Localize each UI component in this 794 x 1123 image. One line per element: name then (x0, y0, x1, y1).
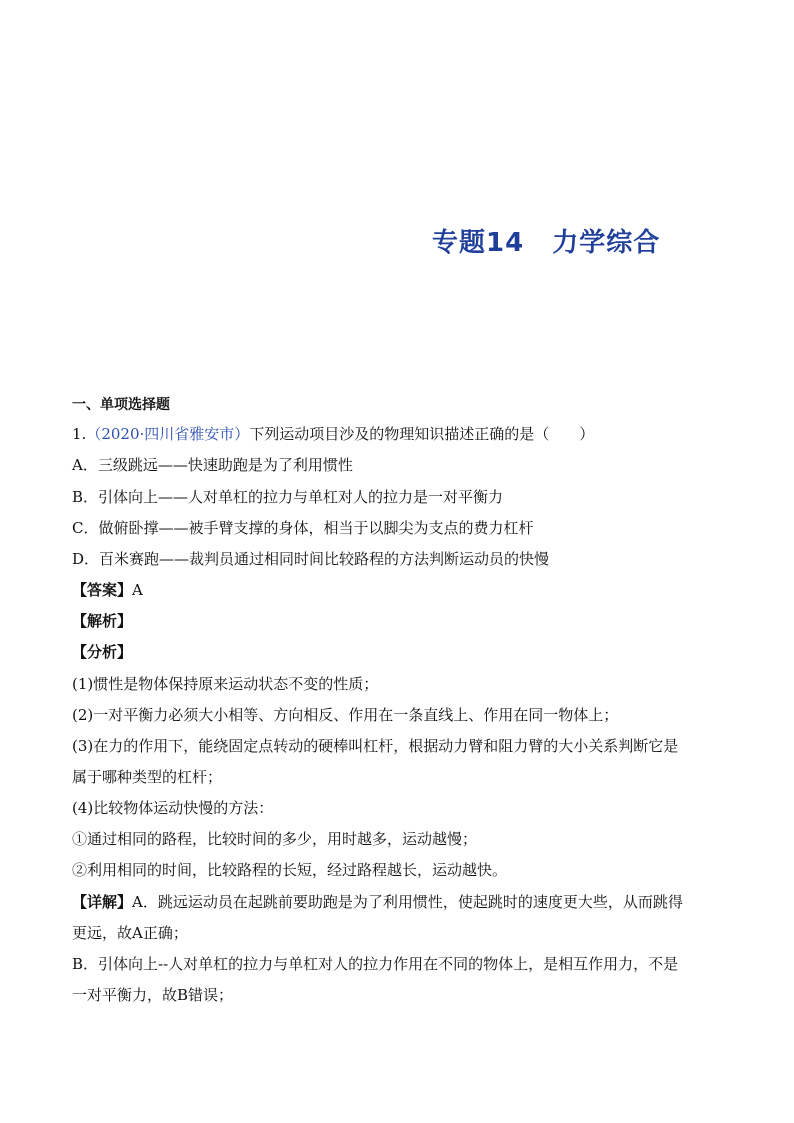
answer-label: 【答案】 (72, 581, 133, 599)
analysis-point: 属于哪种类型的杠杆； (72, 768, 223, 786)
question-stem: 下列运动项目沙及的物理知识描述正确的是（ ） (249, 425, 595, 443)
analysis-point: (1)惯性是物体保持原来运动状态不变的性质； (72, 675, 379, 693)
option-b: B．引体向上——人对单杠的拉力与单杠对人的拉力是一对平衡力 (72, 488, 504, 506)
answer-value: A (132, 581, 143, 599)
fenxi-label: 【分析】 (72, 643, 133, 661)
document-title (432, 222, 660, 259)
analysis-point: ②利用相同的时间，比较路程的长短，经过路程越长，运动越快。 (72, 861, 508, 879)
question-number: 1. (72, 425, 87, 443)
option-c: C．做俯卧撑——被手臂支撑的身体，相当于以脚尖为支点的费力杠杆 (72, 519, 534, 537)
detail-line: 更远，故A正确； (72, 924, 188, 942)
detail-line: B．引体向上--人对单杠的拉力与单杠对人的拉力作用在不同的物体上，是相互作用力，不是 (72, 955, 679, 973)
analysis-point: (2)一对平衡力必须大小相等、方向相反、作用在一条直线上、作用在同一物体上； (72, 706, 619, 724)
title-name: 力学综合 (552, 228, 661, 258)
section-heading: 一、单项选择题 (72, 397, 170, 413)
question-stem-line (72, 424, 594, 444)
analysis-point: ①通过相同的路程，比较时间的多少，用时越多，运动越慢； (72, 830, 478, 848)
detail-line (72, 892, 683, 912)
option-d: D．百米赛跑——裁判员通过相同时间比较路程的方法判断运动员的快慢 (72, 550, 550, 568)
detail-text: A．跳远运动员在起跳前要助跑是为了利用惯性，使起跳时的速度更大些，从而跳得 (132, 893, 683, 911)
analysis-label: 【解析】 (72, 612, 133, 630)
title-topic: 专题14 (432, 228, 525, 258)
detail-line: 一对平衡力，故B错误； (72, 986, 234, 1004)
question-source: （2020·四川省雅安市） (86, 425, 250, 443)
analysis-point: (3)在力的作用下，能绕固定点转动的硬棒叫杠杆，根据动力臂和阻力臂的大小关系判断它是 (72, 737, 679, 755)
detail-label: 【详解】 (72, 893, 133, 911)
option-a: A．三级跳远——快速助跑是为了利用惯性 (72, 456, 353, 474)
answer-line (72, 580, 143, 600)
analysis-point: (4)比较物体运动快慢的方法： (72, 799, 274, 817)
